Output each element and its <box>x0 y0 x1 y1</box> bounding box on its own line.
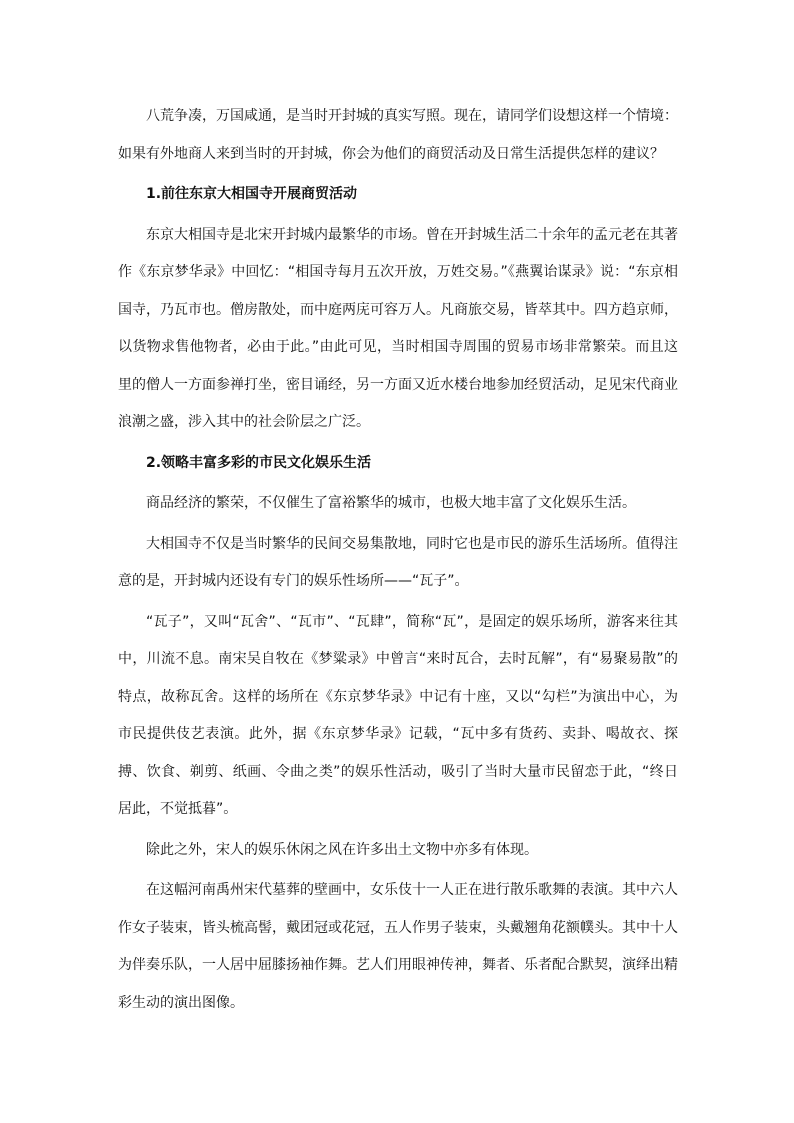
section-heading-2: 2.领略丰富多彩的市民文化娱乐生活 <box>146 454 372 471</box>
wazi-intro-paragraph: 大相国寺不仅是当时繁华的民间交易集散地，同时它也是市民的游乐生活场所。值得注意的是，开封城内还设有专门的娱乐性场所——“瓦子”。 <box>118 535 678 589</box>
commerce-culture-paragraph: 商品经济的繁荣，不仅催生了富裕繁华的城市，也极大地丰富了文化娱乐生活。 <box>146 495 636 511</box>
section-heading-1: 1.前往东京大相国寺开展商贸活动 <box>146 186 358 202</box>
document-body <box>118 98 678 1025</box>
wazi-detail-paragraph: “瓦子”，又叫“瓦舍”、“瓦市”、“瓦肆”，简称“瓦”，是固定的娱乐场所，游客来往其中，川流不息。南宋吴自牧在《梦粱录》中曾言“来时瓦合，去时瓦解”，有“易聚易散”的特点，故称瓦舍。这样的场所在《东京梦华录》中记有十座，又以“勾栏”为演出中心，为市民提供伎艺表演。此外，据《东京梦华录》记载，“瓦中多有货药、卖卦、喝故衣、探搏、饮食、剃剪、纸画、令曲之类”的娱乐性活动，吸引了当时大量市民留恋于此，“终日居此，不觉抵暮”。 <box>118 613 678 817</box>
artifacts-paragraph: 除此之外，宋人的娱乐休闲之风在许多出土文物中亦多有体现。 <box>146 841 538 858</box>
intro-paragraph: 八荒争凑，万国咸通，是当时开封城的真实写照。现在，请同学们设想这样一个情境：如果有外地商人来到当时的开封城，你会为他们的商贸活动及日常生活提供怎样的建议？ <box>118 108 678 162</box>
xiangguo-temple-paragraph: 东京大相国寺是北宋开封城内最繁华的市场。曾在开封城生活二十余年的孟元老在其著作《东京梦华录》中回忆：“相国寺每月五次开放，万姓交易。”《燕翼诒谋录》说：“东京相国寺，乃瓦市也。僧房散处，而中庭两庑可容万人。凡商旅交易，皆萃其中。四方趋京师，以货物求售他物者，必由于此。”由此可见，当时相国寺周围的贸易市场非常繁荣。而且这里的僧人一方面参禅打坐，密目诵经，另一方面又近水楼台地参加经贸活动，足见宋代商业浪潮之盛，涉入其中的社会阶层之广泛。 <box>118 226 678 430</box>
mural-paragraph: 在这幅河南禹州宋代墓葬的壁画中，女乐伎十一人正在进行散乐歌舞的表演。其中六人作女子装束，皆头梳高髻，戴团冠或花冠，五人作男子装束，头戴翘角花额幞头。其中十人为伴奏乐队，一人居中屈膝扬袖作舞。艺人们用眼神传神，舞者、乐者配合默契，演绎出精彩生动的演出图像。 <box>118 882 678 1011</box>
